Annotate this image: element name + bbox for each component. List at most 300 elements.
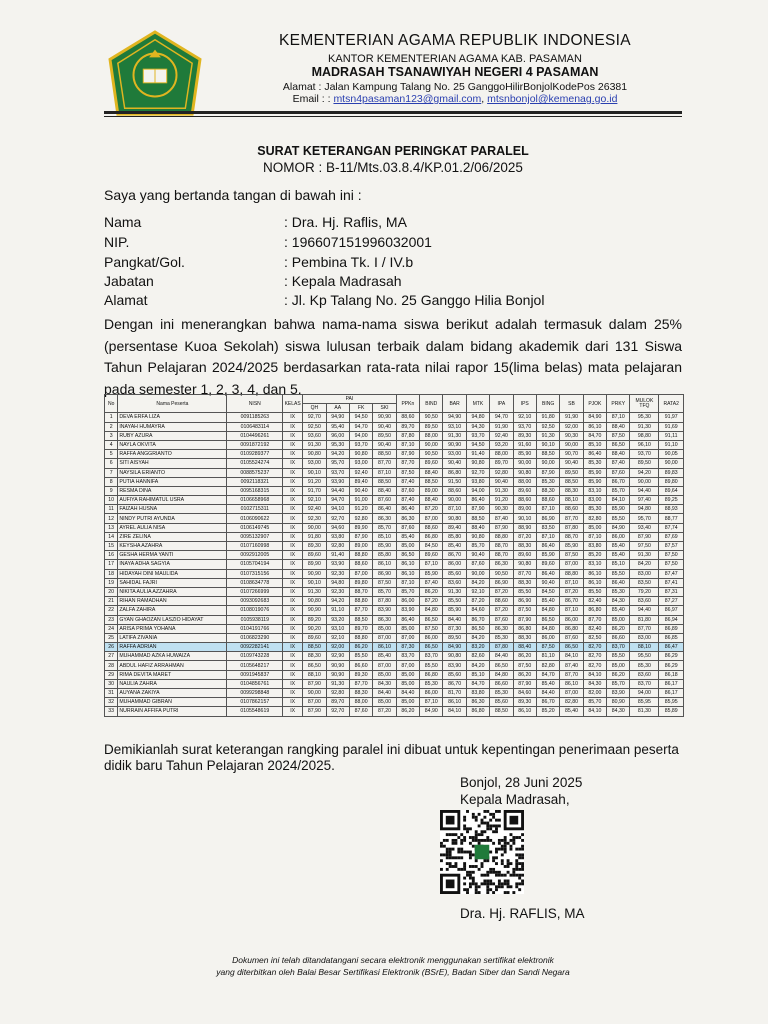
table-cell: 12 [105, 514, 118, 523]
table-cell: 92,10 [303, 496, 326, 505]
table-cell: 0104856761 [227, 679, 283, 688]
table-cell: 88,60 [513, 496, 536, 505]
table-cell: 85,50 [583, 587, 606, 596]
table-cell: 93,90 [326, 560, 349, 569]
table-cell: 88,30 [303, 652, 326, 661]
table-cell: 92,70 [303, 413, 326, 422]
table-cell: 92,10 [513, 413, 536, 422]
field-value-position: : Kepala Madrasah [284, 273, 402, 289]
table-cell: 93,00 [443, 450, 466, 459]
table-cell: 83,00 [630, 569, 659, 578]
table-cell: 0106090622 [227, 514, 283, 523]
table-cell: 86,40 [396, 615, 419, 624]
table-cell: 85,30 [583, 505, 606, 514]
table-row [105, 698, 684, 707]
table-cell: 1 [105, 413, 118, 422]
table-cell: 90,80 [443, 652, 466, 661]
table-cell: 84,20 [466, 578, 489, 587]
table-cell: IX [283, 661, 303, 670]
table-cell: IX [283, 422, 303, 431]
table-cell: 86,30 [490, 624, 513, 633]
school-email-line [228, 93, 682, 105]
letter-closing: Demikianlah surat keterangan rangking paralel ini dibuat untuk kepentingan penerimaan peserta didik baru Tahun Pelajaran 2024/2025. [104, 742, 679, 773]
table-cell: 94,00 [630, 689, 659, 698]
table-cell: 85,40 [396, 532, 419, 541]
table-cell: 89,50 [443, 633, 466, 642]
student-name-cell: AUFIYA RAHIMATUL USRA [118, 496, 227, 505]
table-cell: 84,20 [466, 633, 489, 642]
col-name: Nama Peserta [118, 395, 227, 413]
table-cell: 91,30 [326, 679, 349, 688]
table-cell: IX [283, 606, 303, 615]
student-name-cell: HIDAYAH DINI MAULIDA [118, 569, 227, 578]
table-cell: 85,80 [443, 532, 466, 541]
esign-note-line2: yang diterbitkan oleh Balai Besar Sertifikasi Elektronik (BSrE), Badan Siber dan Sandi Negara [216, 967, 570, 977]
table-cell: 0105524274 [227, 459, 283, 468]
table-cell: 87,40 [607, 459, 630, 468]
table-cell: 85,70 [583, 698, 606, 707]
student-name-cell: LATIFA ZIVANIA [118, 633, 227, 642]
table-cell: 0104496261 [227, 431, 283, 440]
table-cell: 98,80 [630, 431, 659, 440]
table-cell: 86,10 [583, 422, 606, 431]
table-cell: IX [283, 615, 303, 624]
table-cell: 88,60 [536, 496, 559, 505]
table-cell: 86,70 [443, 679, 466, 688]
table-cell: 26 [105, 643, 118, 652]
student-name-cell: MUHAMMAD GIBRAN [118, 698, 227, 707]
table-cell: 85,50 [607, 514, 630, 523]
table-cell: 84,70 [583, 431, 606, 440]
table-cell: 85,30 [583, 459, 606, 468]
table-cell: 87,20 [513, 532, 536, 541]
table-cell: 94,40 [630, 486, 659, 495]
letter-intro: Saya yang bertanda tangan di bawah ini : [104, 187, 362, 203]
table-cell: 91,80 [536, 413, 559, 422]
table-cell: 94,70 [490, 413, 513, 422]
table-cell: 93,80 [466, 477, 489, 486]
field-value-rank: : Pembina Tk. I / IV.b [284, 254, 414, 270]
table-cell: 14 [105, 532, 118, 541]
table-row [105, 597, 684, 606]
col-pai: PAI [303, 395, 397, 404]
table-cell: 95,70 [326, 459, 349, 468]
table-cell: IX [283, 652, 303, 661]
table-cell: 0106823290 [227, 633, 283, 642]
table-row [105, 633, 684, 642]
table-cell: 90,10 [536, 440, 559, 449]
table-cell: 88,50 [373, 477, 396, 486]
table-cell: 0092118321 [227, 477, 283, 486]
table-row [105, 689, 684, 698]
table-cell: 82,70 [583, 652, 606, 661]
table-cell: 87,30 [396, 643, 419, 652]
table-cell: 88,80 [560, 569, 583, 578]
table-cell: 21 [105, 597, 118, 606]
table-cell: 86,30 [373, 514, 396, 523]
table-cell: 97,50 [630, 542, 659, 551]
table-cell: 85,00 [396, 679, 419, 688]
table-cell: 88,77 [659, 514, 684, 523]
table-cell: 85,20 [536, 707, 559, 716]
table-cell: 4 [105, 440, 118, 449]
table-cell: 85,40 [373, 652, 396, 661]
table-cell: 95,50 [630, 652, 659, 661]
table-cell: 0091872192 [227, 440, 283, 449]
table-cell: 85,90 [583, 477, 606, 486]
table-cell: 83,10 [583, 486, 606, 495]
table-cell: 87,80 [396, 431, 419, 440]
email-link-2[interactable]: mtsnbonjol@kemenag.go.id [487, 93, 618, 105]
table-cell: 16 [105, 551, 118, 560]
table-cell: IX [283, 486, 303, 495]
table-row [105, 413, 684, 422]
table-cell: 82,60 [466, 652, 489, 661]
student-name-cell: FAIZAH HUSNA [118, 505, 227, 514]
table-cell: 86,40 [583, 450, 606, 459]
table-cell: 87,10 [420, 560, 443, 569]
table-cell: 94,70 [349, 422, 372, 431]
table-cell: 88,60 [349, 560, 372, 569]
table-cell: 85,70 [607, 486, 630, 495]
place-date: Bonjol, 28 Juni 2025 [460, 775, 583, 790]
table-cell: 96,10 [630, 440, 659, 449]
table-cell: 0107160998 [227, 542, 283, 551]
table-cell: 81,30 [630, 707, 659, 716]
table-cell: 91,97 [659, 413, 684, 422]
table-cell: 83,00 [630, 633, 659, 642]
table-cell: 89,70 [490, 459, 513, 468]
table-cell: 86,10 [373, 560, 396, 569]
table-cell: 90,80 [466, 532, 489, 541]
table-cell: IX [283, 551, 303, 560]
table-cell: 89,30 [349, 670, 372, 679]
table-cell: 91,80 [303, 532, 326, 541]
table-cell: 94,50 [466, 440, 489, 449]
table-cell: 94,40 [326, 486, 349, 495]
table-cell: 87,70 [513, 569, 536, 578]
student-name-cell: INAYA ADHA SAGYIA [118, 560, 227, 569]
table-cell: 90,00 [303, 523, 326, 532]
table-cell: 87,50 [607, 431, 630, 440]
table-cell: IX [283, 624, 303, 633]
table-cell: 89,00 [420, 486, 443, 495]
table-cell: 88,80 [349, 597, 372, 606]
table-cell: 83,90 [373, 606, 396, 615]
table-cell: 88,80 [349, 551, 372, 560]
table-cell: 94,20 [630, 468, 659, 477]
table-cell: 86,00 [420, 689, 443, 698]
table-cell: 86,10 [583, 578, 606, 587]
table-cell: 83,70 [420, 652, 443, 661]
table-cell: 86,94 [659, 615, 684, 624]
table-cell: 25 [105, 633, 118, 642]
table-cell: 82,70 [583, 661, 606, 670]
table-cell: 87,31 [659, 587, 684, 596]
table-cell: 90,80 [466, 459, 489, 468]
table-cell: IX [283, 505, 303, 514]
table-cell: 88,80 [349, 633, 372, 642]
table-cell: 83,70 [630, 679, 659, 688]
table-cell: 87,90 [630, 532, 659, 541]
table-cell: 88,70 [349, 587, 372, 596]
table-cell: 84,30 [583, 679, 606, 688]
table-cell: 88,60 [443, 486, 466, 495]
table-cell: 91,10 [659, 440, 684, 449]
table-cell: 84,90 [443, 643, 466, 652]
table-cell: 86,47 [659, 643, 684, 652]
table-cell: 87,60 [396, 523, 419, 532]
table-cell: 89,40 [443, 523, 466, 532]
table-cell: 93,10 [326, 624, 349, 633]
table-cell: 90,40 [536, 578, 559, 587]
table-cell: 87,00 [303, 698, 326, 707]
table-row [105, 707, 684, 716]
table-cell: 91,00 [349, 496, 372, 505]
table-cell: IX [283, 679, 303, 688]
table-cell: 85,20 [583, 551, 606, 560]
table-cell: 92,80 [326, 542, 349, 551]
table-cell: 92,10 [326, 633, 349, 642]
student-name-cell: SAHIDAL FAJRI [118, 578, 227, 587]
table-cell: 79,20 [630, 587, 659, 596]
table-cell: 87,50 [373, 578, 396, 587]
table-cell: 86,40 [396, 505, 419, 514]
table-cell: 82,40 [583, 624, 606, 633]
table-cell: 86,20 [420, 587, 443, 596]
table-cell: 87,27 [659, 597, 684, 606]
table-cell: 88,40 [373, 486, 396, 495]
student-name-cell: RUBY AZURA [118, 431, 227, 440]
table-cell: 84,90 [583, 413, 606, 422]
table-cell: 81,10 [536, 652, 559, 661]
table-cell: 90,50 [420, 413, 443, 422]
table-cell: 85,89 [659, 707, 684, 716]
table-cell: 85,40 [536, 679, 559, 688]
col-pai-fk: FK [349, 404, 372, 413]
student-name-cell: RAFFA ANGGRIANTO [118, 450, 227, 459]
table-cell: 89,80 [659, 477, 684, 486]
table-cell: 86,60 [490, 679, 513, 688]
col-pai-qh: QH [303, 404, 326, 413]
table-cell: IX [283, 689, 303, 698]
table-cell: 86,10 [513, 707, 536, 716]
col-pjok: PJOK [583, 395, 606, 413]
table-cell: 87,10 [560, 606, 583, 615]
table-cell: 0091185263 [227, 413, 283, 422]
table-cell: 89,60 [303, 551, 326, 560]
table-cell: 92,30 [326, 569, 349, 578]
table-cell: 90,00 [513, 459, 536, 468]
table-cell: 86,50 [396, 551, 419, 560]
table-cell: 82,40 [583, 597, 606, 606]
table-row [105, 643, 684, 652]
table-cell: 82,70 [583, 643, 606, 652]
table-cell: 94,30 [466, 422, 489, 431]
student-name-cell: PUTIA HANNIFA [118, 477, 227, 486]
table-cell: 86,00 [560, 615, 583, 624]
table-cell: 84,10 [443, 707, 466, 716]
table-cell: 90,40 [349, 486, 372, 495]
table-cell: 91,90 [560, 413, 583, 422]
table-cell: IX [283, 440, 303, 449]
table-cell: 86,00 [443, 560, 466, 569]
table-cell: 19 [105, 578, 118, 587]
table-cell: 88,93 [659, 505, 684, 514]
header-rule-thin [104, 116, 682, 117]
table-cell: 93,70 [326, 468, 349, 477]
table-cell: 87,10 [396, 578, 419, 587]
table-cell: 0105548619 [227, 707, 283, 716]
table-cell: 88,40 [420, 468, 443, 477]
table-cell: 86,17 [659, 679, 684, 688]
table-cell: 85,90 [373, 542, 396, 551]
table-cell: 87,40 [396, 496, 419, 505]
col-mulok: MULOK TFQ [630, 395, 659, 413]
table-cell: 87,50 [513, 606, 536, 615]
table-cell: 93,20 [326, 615, 349, 624]
table-cell: 84,50 [536, 587, 559, 596]
table-cell: 87,30 [443, 624, 466, 633]
table-cell: 86,29 [659, 661, 684, 670]
signer-role: Kepala Madrasah, [460, 792, 570, 807]
col-ppkn: PPKn [396, 395, 419, 413]
table-cell: 85,90 [607, 505, 630, 514]
table-row [105, 459, 684, 468]
student-name-cell: NIKITA AULIA AZZAHRA [118, 587, 227, 596]
table-cell: 85,30 [630, 661, 659, 670]
table-cell: 13 [105, 523, 118, 532]
ranking-table-body [105, 413, 684, 716]
table-row [105, 514, 684, 523]
table-cell: 87,10 [560, 578, 583, 587]
table-cell: 95,70 [630, 514, 659, 523]
table-cell: 91,20 [349, 505, 372, 514]
table-cell: 90,90 [326, 661, 349, 670]
table-cell: 86,10 [560, 679, 583, 688]
table-cell: 87,90 [536, 468, 559, 477]
table-cell: 91,11 [659, 431, 684, 440]
student-name-cell: NAULIA ZAHRA [118, 679, 227, 688]
table-cell: 32 [105, 698, 118, 707]
table-cell: 88,50 [560, 477, 583, 486]
table-cell: 28 [105, 661, 118, 670]
col-class: KELAS [283, 395, 303, 413]
table-cell: 88,10 [303, 670, 326, 679]
table-row [105, 450, 684, 459]
table-cell: 89,50 [420, 422, 443, 431]
table-cell: 5 [105, 450, 118, 459]
table-cell: IX [283, 431, 303, 440]
table-cell: 83,50 [630, 578, 659, 587]
table-row [105, 578, 684, 587]
table-cell: 87,70 [396, 459, 419, 468]
email-link-1[interactable]: mtsn4pasaman123@gmail.com [333, 93, 482, 105]
table-cell: 86,50 [536, 615, 559, 624]
table-cell: 89,83 [659, 468, 684, 477]
table-cell: 87,70 [349, 679, 372, 688]
table-cell: 88,00 [513, 477, 536, 486]
table-cell: 93,20 [490, 440, 513, 449]
table-cell: 83,90 [443, 661, 466, 670]
table-cell: 87,90 [303, 679, 326, 688]
table-cell: 85,60 [443, 569, 466, 578]
field-label-name: Nama [104, 214, 142, 230]
table-cell: 23 [105, 615, 118, 624]
table-cell: 87,50 [513, 661, 536, 670]
table-cell: 91,40 [466, 450, 489, 459]
student-name-cell: DEVA ERFA LIZA [118, 413, 227, 422]
table-cell: IX [283, 578, 303, 587]
table-cell: 90,80 [303, 597, 326, 606]
table-cell: 85,90 [583, 468, 606, 477]
table-cell: 88,80 [490, 532, 513, 541]
table-cell: 86,70 [560, 597, 583, 606]
table-cell: 86,00 [607, 532, 630, 541]
table-cell: 87,60 [349, 707, 372, 716]
table-cell: 84,40 [490, 652, 513, 661]
table-cell: 87,20 [490, 606, 513, 615]
table-cell: 87,20 [420, 597, 443, 606]
field-value-nip: : 196607151996032001 [284, 234, 432, 250]
table-cell: 85,95 [630, 698, 659, 707]
table-cell: 0095132907 [227, 532, 283, 541]
table-cell: 85,00 [396, 698, 419, 707]
student-name-cell: NURRAIN AFFIFA PUTRI [118, 707, 227, 716]
table-cell: 93,00 [349, 459, 372, 468]
table-cell: 86,50 [490, 661, 513, 670]
table-cell: 6 [105, 459, 118, 468]
student-name-cell: KEYSHA AZAHRA [118, 542, 227, 551]
table-cell: 92,30 [303, 514, 326, 523]
table-cell: 89,90 [303, 560, 326, 569]
table-row [105, 661, 684, 670]
table-cell: 88,30 [560, 486, 583, 495]
table-cell: 89,64 [659, 486, 684, 495]
table-cell: IX [283, 496, 303, 505]
table-cell: 92,40 [490, 431, 513, 440]
table-cell: 88,50 [490, 707, 513, 716]
table-cell: 86,30 [396, 514, 419, 523]
table-cell: 87,50 [560, 551, 583, 560]
col-sb: SB [560, 395, 583, 413]
table-row [105, 569, 684, 578]
table-cell: 82,80 [583, 514, 606, 523]
table-cell: 86,50 [420, 643, 443, 652]
table-cell: 90,90 [443, 440, 466, 449]
table-cell: 86,17 [659, 689, 684, 698]
table-cell: 85,00 [373, 698, 396, 707]
table-cell: 85,70 [466, 542, 489, 551]
student-name-cell: ABDUL HAFIZ ARRAHMAN [118, 661, 227, 670]
table-cell: 85,00 [396, 542, 419, 551]
table-cell: 84,80 [420, 606, 443, 615]
table-cell: 0105648217 [227, 661, 283, 670]
table-cell: 8 [105, 477, 118, 486]
table-cell: 84,90 [607, 523, 630, 532]
table-cell: 86,20 [396, 707, 419, 716]
table-cell: 90,00 [560, 440, 583, 449]
table-cell: IX [283, 698, 303, 707]
table-cell: 0108019076 [227, 606, 283, 615]
table-cell: 89,70 [396, 422, 419, 431]
table-cell: 90,80 [513, 560, 536, 569]
table-cell: 90,10 [303, 468, 326, 477]
table-cell: 87,20 [490, 587, 513, 596]
col-mtk: MTK [466, 395, 489, 413]
table-row [105, 523, 684, 532]
table-cell: 85,50 [349, 652, 372, 661]
